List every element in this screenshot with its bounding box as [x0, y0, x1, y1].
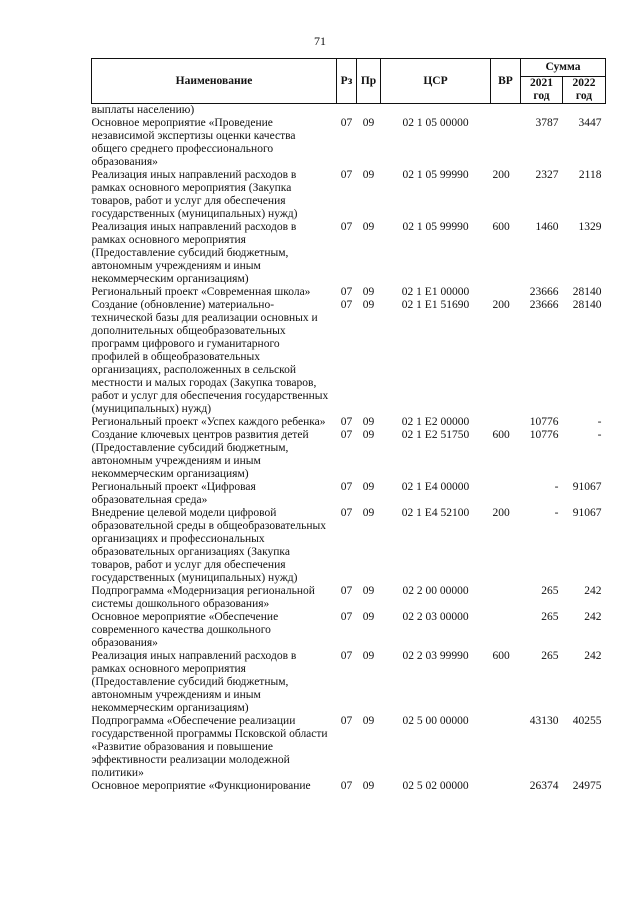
cell-csr: 02 2 00 00000 — [402, 585, 469, 597]
cell-vr — [491, 286, 521, 299]
cell-name: Реализация иных направлений расходов в рамках основного мероприятия (Закупка товаров, работ и услуг для обеспечения государственных (муниципальных) нужд) — [91, 169, 298, 220]
cell-s1: 265 — [541, 650, 559, 662]
cell-pr: 09 — [362, 715, 375, 727]
cell-name: Подпрограмма «Обеспечение реализации государственной программы Псковской области «Развитие образования и повышение эффективности реализации молодежной политики» — [91, 715, 328, 779]
cell-name: Реализация иных направлений расходов в рамках основного мероприятия (Предоставление субсидий бюджетным, автономным учреждениям и иным некоммерческим организациям) — [91, 650, 297, 714]
cell-vr: 200 — [492, 299, 510, 311]
table-row — [92, 507, 606, 585]
cell-csr: 02 2 03 99990 — [402, 650, 469, 662]
cell-s2: 3447 — [578, 117, 602, 129]
cell-s1: - — [554, 481, 559, 493]
table-row — [92, 650, 606, 715]
cell-s2: 28140 — [572, 299, 602, 311]
cell-pr: 09 — [362, 507, 375, 519]
cell-vr — [491, 715, 521, 780]
cell-s1: - — [554, 507, 559, 519]
cell-s2: - — [597, 429, 602, 441]
cell-csr: 02 1 05 99990 — [402, 221, 469, 233]
cell-pr: 09 — [362, 416, 375, 428]
cell-s1: 43130 — [529, 715, 559, 727]
table-row — [92, 221, 606, 286]
cell-csr: 02 1 E1 51690 — [401, 299, 470, 311]
cell-s1: 10776 — [529, 416, 559, 428]
cell-pr: 09 — [362, 481, 375, 493]
table-row — [92, 481, 606, 507]
header-vr: ВР — [491, 59, 521, 104]
cell-vr: 200 — [492, 507, 510, 519]
cell-s2: 28140 — [572, 286, 602, 298]
cell-rz: 07 — [340, 481, 353, 493]
cell-rz: 07 — [340, 715, 353, 727]
cell-csr: 02 2 03 00000 — [402, 611, 469, 623]
cell-rz: 07 — [340, 117, 353, 129]
cell-pr: 09 — [362, 169, 375, 181]
header-rz: Рз — [337, 59, 357, 104]
header-year-2021: 2021 год — [521, 77, 563, 104]
cell-rz: 07 — [340, 611, 353, 623]
cell-csr: 02 1 E4 00000 — [401, 481, 470, 493]
cell-name: Создание ключевых центров развития детей (Предоставление субсидий бюджетным, автономным учреждениям и иным некоммерческим организациям) — [91, 429, 309, 480]
cell-name: Региональный проект «Цифровая образовательная среда» — [91, 481, 256, 506]
cell-name: Основное мероприятие «Функционирование — [91, 780, 311, 792]
cell-csr: 02 5 02 00000 — [402, 780, 469, 792]
cell-vr — [491, 481, 521, 507]
cell-name: Основное мероприятие «Проведение независимой экспертизы оценки качества общего среднего профессионального образования» — [91, 117, 296, 168]
cell-s1: 2327 — [535, 169, 559, 181]
header-csr: ЦСР — [381, 59, 491, 104]
budget-table — [91, 58, 606, 793]
cell-csr: 02 1 E4 52100 — [401, 507, 470, 519]
cell-pr: 09 — [362, 221, 375, 233]
cell-s2: 40255 — [572, 715, 602, 727]
cell-s1: 23666 — [529, 286, 559, 298]
cell-rz: 07 — [340, 650, 353, 662]
cell-s2: 91067 — [572, 481, 602, 493]
table-row — [92, 416, 606, 429]
cell-csr — [381, 104, 491, 118]
cell-rz: 07 — [340, 429, 353, 441]
cell-csr: 02 1 05 99990 — [402, 169, 469, 181]
cell-vr — [491, 780, 521, 793]
cell-s1: 10776 — [529, 429, 559, 441]
cell-pr: 09 — [362, 286, 375, 298]
cell-pr — [357, 104, 381, 118]
cell-pr: 09 — [362, 299, 375, 311]
cell-pr: 09 — [362, 650, 375, 662]
cell-rz: 07 — [340, 286, 353, 298]
table-row — [92, 117, 606, 169]
cell-csr: 02 5 00 00000 — [402, 715, 469, 727]
header-year-2022: 2022 год — [563, 77, 606, 104]
cell-s2: 242 — [584, 585, 602, 597]
cell-rz: 07 — [340, 169, 353, 181]
table-row — [92, 585, 606, 611]
cell-s1: 1460 — [535, 221, 559, 233]
cell-rz — [337, 104, 357, 118]
cell-s2: 242 — [584, 650, 602, 662]
cell-s2: 1329 — [578, 221, 602, 233]
cell-pr: 09 — [362, 780, 375, 792]
cell-pr: 09 — [362, 117, 375, 129]
cell-s1: 265 — [541, 585, 559, 597]
cell-vr: 600 — [492, 650, 510, 662]
cell-vr: 600 — [492, 429, 510, 441]
table-row — [92, 286, 606, 299]
cell-csr: 02 1 E1 00000 — [401, 286, 470, 298]
cell-name: Региональный проект «Современная школа» — [91, 286, 311, 298]
cell-vr: 200 — [492, 169, 510, 181]
cell-vr — [491, 416, 521, 429]
table-row — [92, 104, 606, 118]
cell-name: Реализация иных направлений расходов в рамках основного мероприятия (Предоставление субсидий бюджетным, автономным учреждениям и иным некоммерческим организациям) — [91, 221, 297, 285]
cell-pr: 09 — [362, 585, 375, 597]
cell-s1: 26374 — [529, 780, 559, 792]
cell-rz: 07 — [340, 221, 353, 233]
cell-rz: 07 — [340, 299, 353, 311]
table-row — [92, 299, 606, 416]
table-body — [92, 104, 606, 794]
table-row — [92, 429, 606, 481]
cell-rz: 07 — [340, 507, 353, 519]
cell-vr — [491, 117, 521, 169]
cell-s1 — [521, 104, 563, 118]
cell-csr: 02 1 05 00000 — [402, 117, 469, 129]
table-row — [92, 611, 606, 650]
cell-name: выплаты населению) — [91, 104, 195, 116]
cell-name: Региональный проект «Успех каждого ребенка» — [91, 416, 326, 428]
cell-s2: 242 — [584, 611, 602, 623]
cell-vr — [491, 104, 521, 118]
cell-s2: 91067 — [572, 507, 602, 519]
cell-s1: 3787 — [535, 117, 559, 129]
table-row — [92, 715, 606, 780]
cell-name: Подпрограмма «Модернизация региональной системы дошкольного образования» — [91, 585, 315, 610]
page-number: 71 — [314, 34, 326, 48]
table-row — [92, 780, 606, 793]
cell-s1: 265 — [541, 611, 559, 623]
cell-pr: 09 — [362, 611, 375, 623]
cell-name: Основное мероприятие «Обеспечение современного качества дошкольного образования» — [91, 611, 279, 649]
cell-s2: - — [597, 416, 602, 428]
cell-s2: 2118 — [578, 169, 602, 181]
header-name: Наименование — [92, 59, 337, 104]
cell-csr: 02 1 E2 51750 — [401, 429, 470, 441]
cell-pr: 09 — [362, 429, 375, 441]
cell-s1: 23666 — [529, 299, 559, 311]
cell-vr — [491, 611, 521, 650]
header-pr: Пр — [357, 59, 381, 104]
cell-rz: 07 — [340, 416, 353, 428]
cell-rz: 07 — [340, 585, 353, 597]
header-sum: Сумма — [521, 59, 606, 77]
cell-csr: 02 1 E2 00000 — [401, 416, 470, 428]
cell-vr — [491, 585, 521, 611]
cell-vr: 600 — [492, 221, 510, 233]
table-row — [92, 169, 606, 221]
cell-name: Создание (обновление) материально-технической базы для реализации основных и дополнительных общеобразовательных программ цифрового и гуманитарного профилей в общеобразовательных организациях, расположенных в сельской местности и малых городах (Закупка товаров, работ и услуг для обеспечения государственных (муниципальных) нужд) — [91, 299, 329, 415]
cell-s2 — [563, 104, 606, 118]
cell-rz: 07 — [340, 780, 353, 792]
cell-name: Внедрение целевой модели цифровой образовательной среды в общеобразовательных организациях и профессиональных образовательных организациях (Закупка товаров, работ и услуг для обеспечения государственных (муниципальных) нужд) — [91, 507, 326, 584]
cell-s2: 24975 — [572, 780, 602, 792]
